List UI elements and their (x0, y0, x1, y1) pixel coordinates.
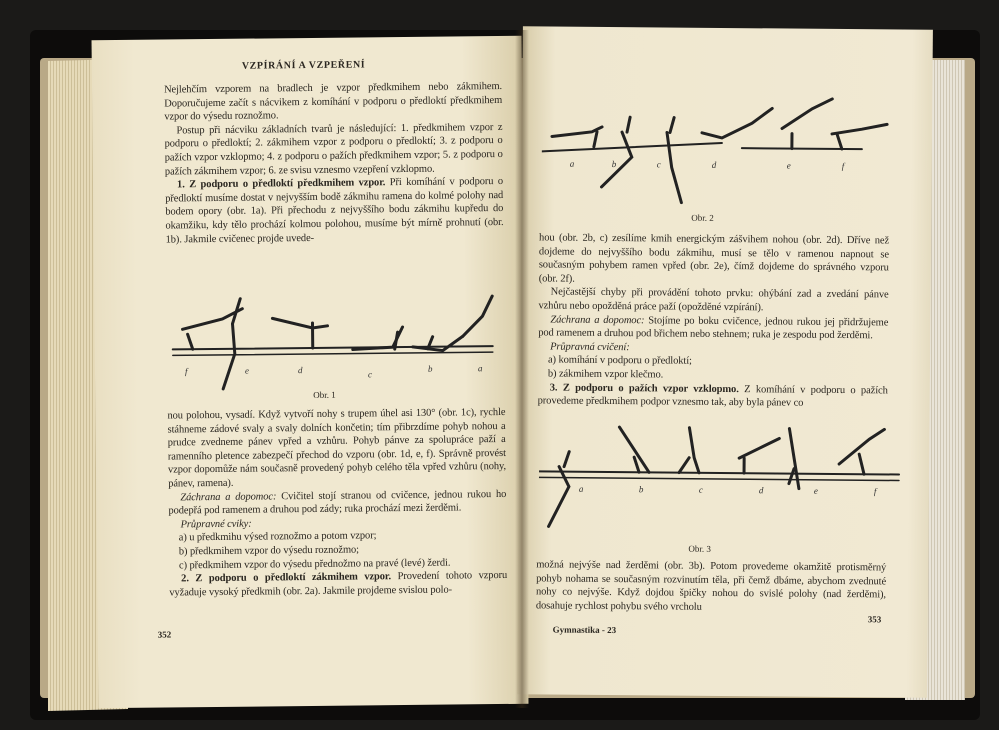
fig1-label: c (367, 369, 373, 380)
section-3 (538, 381, 888, 411)
assist-paragraph (168, 488, 506, 519)
prep-item: b) předkmihem vzpor do výsedu roznožmo; (178, 544, 360, 558)
fig2-label: f (841, 161, 845, 172)
figure-2-caption: Obr. 2 (691, 212, 714, 223)
section-3-title: 3. Z podporu o pažích vzpor vzklopmo. (549, 382, 739, 395)
fig3-label: f (873, 486, 877, 497)
prep-item: b) zákmihem vzpor klečmo. (547, 368, 664, 381)
figure-3-caption: Obr. 3 (688, 543, 711, 554)
fig3-label: c (698, 484, 703, 495)
figure-1-caption: Obr. 1 (313, 389, 336, 400)
section-2-text: Provedení tohoto vzporu vyžaduje vysoký předkmih (obr. 2a). Jakmile projdeme svislou polo- (169, 570, 508, 599)
prep-item: a) komíhání v podporu o předloktí; (547, 354, 692, 368)
assist-text: Cvičitel stojí stranou od cvičence, jednou rukou ho podepřá pod ramenem a druhou pod zády; ruka prochází mezi žerděmi. (168, 488, 507, 517)
assist-text: Stojíme po boku cvičence, jednou rukou jej přidržujeme pod ramenem a druhou pod břichem nebo stehnem; ruka je zespodu pod žerděmi. (538, 314, 889, 342)
prep-item: a) u předkmihu výsed roznožmo a potom vzpor; (178, 530, 377, 544)
section-1-title: 1. Z podporu o předloktí předkmihem vzpor. (176, 177, 386, 191)
paragraph: Nejčastější chyby při provádění tohoto prvku: ohýbání zad a zvedání pánve vzhůru nebo opožděná práce paží (opožděné vzpírání). (538, 286, 889, 314)
section-2 (169, 569, 507, 600)
left-page (92, 36, 529, 708)
assist-label: Záchrana a dopomoc: (180, 490, 277, 503)
section-3-text: Z komíhání v podporu o pažích provedeme předkmihem podpor vznesmo tak, aby byla pánev co (537, 383, 888, 409)
fig1-label: e (244, 365, 250, 376)
paragraph: nou polohou, vysadí. Když vytvoří nohy s trupem úhel asi 130° (obr. 1c), rychle stáhneme zádové svaly a svaly dolních končetin; tím přibrzdíme pohyb nohou a prudce zvedneme pánev vpřed a vzhůru. Pohyb pánve za spolupráce paží a ramenního pletence zabezpečí přechod do vzporu (obr. 1d, e, f). Správně provést vzpor dopomůže nám současně provedený pohyb celého těla vpřed vzhůru (nohy, pánev, ramena). (167, 406, 507, 490)
paragraph: Nejlehčím vzporem na bradlech je vzpor předkmihem nebo zákmihem. Doporučujeme začít s nácvikem z komíhání v podporu o předloktí předkmihem vzpor do výsedu roznožmo. (163, 80, 503, 123)
right-text-block (538, 231, 890, 411)
fig2-label: c (656, 159, 661, 170)
left-intro-text (164, 80, 504, 247)
prep-item: c) předkmihem vzpor do výsedu přednožmo na pravé (levé) žerdi. (178, 557, 451, 571)
book-gutter (515, 30, 529, 708)
fig1-label: a (477, 363, 483, 374)
fig1-label: f (184, 366, 188, 377)
prep-label: Průpravné cviky: (180, 518, 252, 531)
running-head: VZPÍRÁNÍ A VZPEŘENÍ (241, 59, 366, 72)
fig3-label: a (578, 483, 584, 494)
fig2-label: b (611, 159, 617, 170)
page-number-left: 352 (157, 629, 172, 640)
fig2-label: a (569, 158, 575, 169)
right-bottom-text (536, 558, 886, 615)
left-continuation-text (167, 406, 507, 600)
section-1-text: Při komíhání v podporu o předloktí musíme dostat v nejvyšším bodě zákmihu ramena do kolmé polohy nad bodem opory (obr. 1a). Při přechodu z nejvyššího bodu zákmihu kupředu do okamžiku, kdy tělo prochází kolmou polohou, musíme být mírně prohnutí (obr. 1b). Jakmile cvičenec projde uvede- (165, 176, 504, 246)
figure-3-illustration (538, 416, 909, 539)
page-footer: Gymnastika - 23 (552, 624, 617, 636)
fig3-label: d (758, 485, 764, 496)
paragraph: hou (obr. 2b, c) zesílíme kmih energickým zášvihem nohou (obr. 2d). Dříve než dojdeme do nejvyššího bodu zákmihu, musí se tělo v ramenou napnout se současným pohybem ramen vpřed (obr. 2e), čímž dojdeme do správného vzporu (obr. 2f). (538, 232, 890, 285)
page-number-right: 353 (867, 614, 882, 625)
fig3-label: e (813, 485, 818, 496)
paragraph: Postup při nácviku základních tvarů je následující: 1. předkmihem vzpor z podporu o předloktí; 2. zákmihem vzpor z podporu o předloktí; 3. z podporu o pažích vzpor vzklopmo; 4. z podporu o pažích předkmihem vzpor; 5. z podporu o pažích zákmihem vzpor; 6. ze svisu vznesmo vzepření vzklopmo. (164, 121, 503, 178)
paragraph: možná nejvýše nad žerděmi (obr. 3b). Potom provedeme okamžitě protisměrný pohyb nohama se současným rozvinutím těla, při čemž dbáme, abychom zvednuté nohy co nejvýše. Když dojdou špičky nohou do svislé polohy (nad žerděmi), dosahuje rychlost pohybu svého vrcholu (535, 559, 887, 613)
fig3-label: b (638, 484, 644, 495)
fig1-label: d (297, 365, 303, 376)
prep-label: Průpravná cvičení: (550, 341, 630, 353)
assist-label: Záchrana a dopomoc: (550, 314, 645, 326)
figure-1-illustration (162, 276, 508, 400)
fig2-label: e (786, 160, 791, 171)
fig2-label: d (711, 159, 717, 170)
right-page (517, 26, 933, 698)
figure-2-illustration (541, 86, 912, 229)
fig1-label: b (427, 363, 433, 374)
section-2-title: 2. Z podporu o předloktí zákmihem vzpor. (181, 571, 392, 585)
section-1 (165, 175, 504, 247)
assist-paragraph (538, 313, 888, 343)
